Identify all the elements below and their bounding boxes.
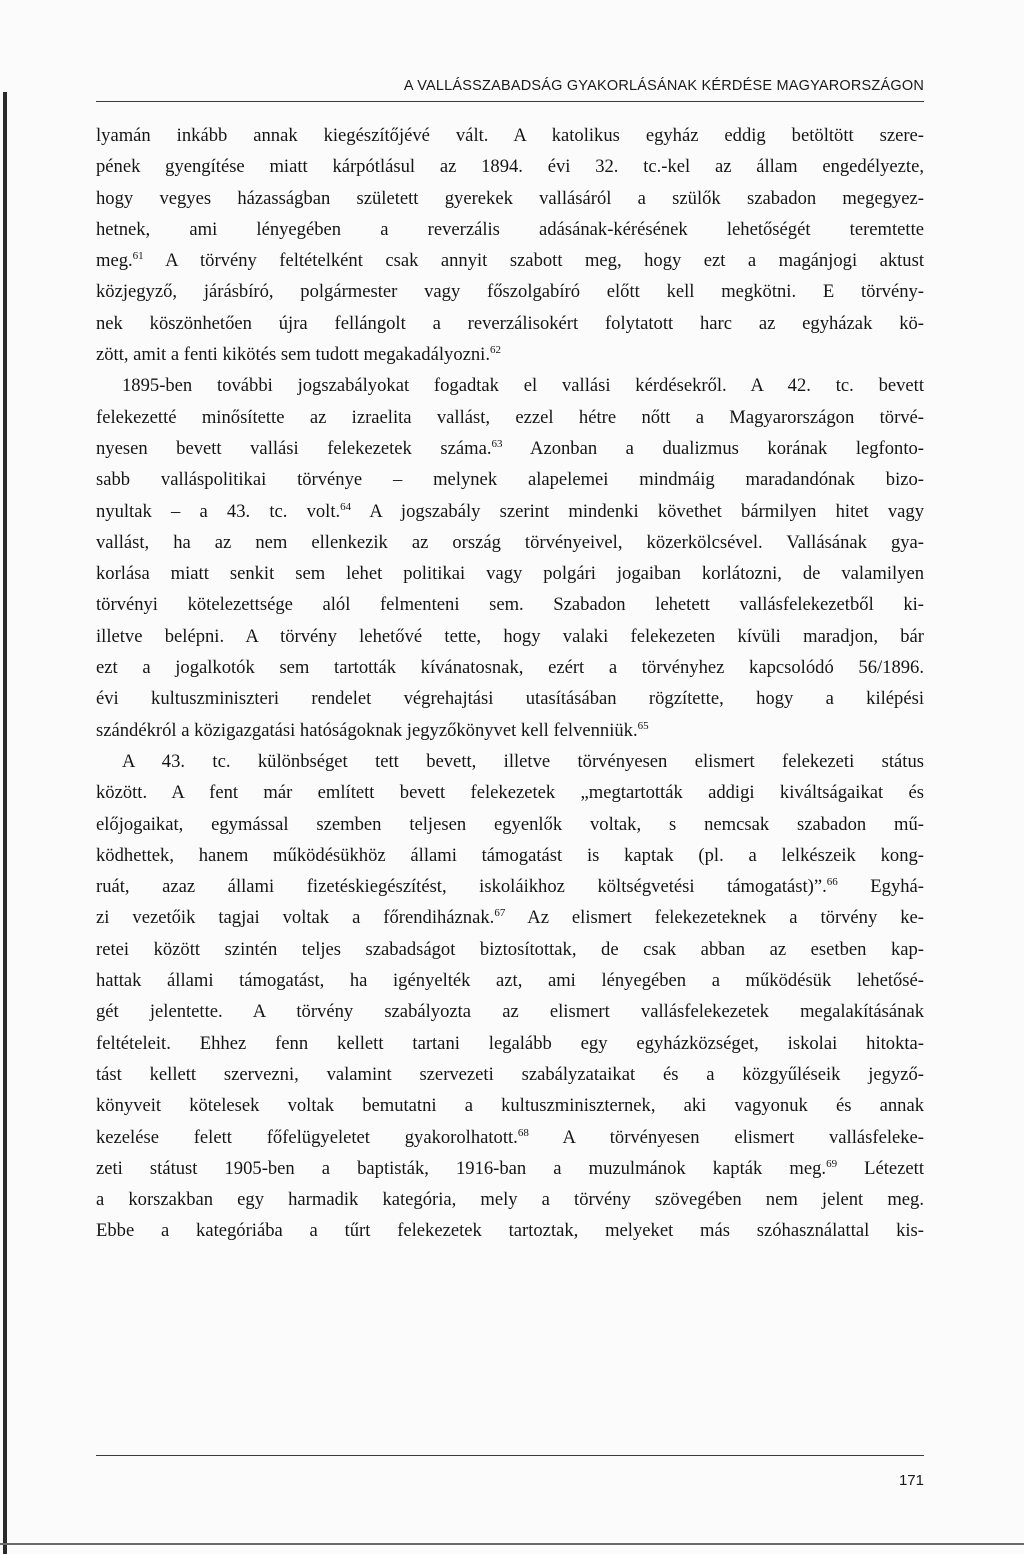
text-run: Egyhá- (837, 876, 924, 898)
text-line (96, 965, 924, 996)
text-run: nyultak – a 43. tc. volt. (96, 500, 341, 522)
page-number: 171 (898, 1472, 924, 1489)
text-run: feltételeit. Ehhez fenn kellett tartani legalább egy egyházközséget, iskolai hitokta- (96, 1032, 924, 1054)
text-run: Létezett (837, 1157, 924, 1179)
text-run: vallást, ha az nem ellenkezik az ország törvényeivel, közerkölcsével. Vallásának gya- (96, 531, 924, 553)
text-line (96, 871, 924, 902)
scan-edge-left (3, 92, 7, 1554)
text-run: ruát, azaz állami fizetéskiegészítést, iskoláikhoz költségvetési támogatást)”. (96, 876, 827, 898)
text-line (96, 1215, 924, 1246)
text-run: 1895-ben további jogszabályokat fogadtak el vallási kérdésekről. A 42. tc. bevett (122, 375, 924, 397)
text-line (96, 1059, 924, 1090)
text-line (96, 245, 924, 276)
text-run: korlása miatt senkit sem lehet politikai vagy polgári jogaiban korlátozni, de valamilyen (96, 563, 924, 585)
text-line (96, 214, 924, 245)
body-text (96, 120, 924, 1247)
text-line (96, 934, 924, 965)
text-run: közjegyző, járásbíró, polgármester vagy főszolgabíró előtt kell megkötni. E törvény- (96, 281, 924, 303)
text-run: között. A fent már említett bevett felekezetek „megtartották addigi kiváltságaikat és (96, 782, 924, 804)
text-run: pének gyengítése miatt kárpótlásul az 1894. évi 32. tc.-kel az állam engedélyezte, (96, 156, 924, 178)
text-line (96, 339, 924, 370)
text-run: meg. (96, 250, 133, 272)
text-run: tást kellett szervezni, valamint szervezeti szabályzataikat és a közgyűléseik jegyző- (96, 1063, 924, 1085)
text-line (96, 902, 924, 933)
text-line (96, 370, 924, 401)
text-line (96, 1122, 924, 1153)
footer-rule (96, 1455, 924, 1456)
scan-edge-bottom (0, 1543, 1024, 1545)
text-run: Azonban a dualizmus korának legfonto- (502, 437, 924, 459)
text-run: hogy vegyes házasságban született gyerekek vallásáról a szülők szabadon megegyez- (96, 187, 924, 209)
text-line (96, 151, 924, 182)
text-run: nyesen bevett vallási felekezetek száma. (96, 437, 492, 459)
footnote-ref[interactable]: 65 (637, 719, 649, 732)
text-run: gét jelentette. A törvény szabályozta az elismert vallásfelekezetek megalakításának (96, 1001, 924, 1023)
text-line (96, 527, 924, 558)
text-line (96, 276, 924, 307)
running-head: A VALLÁSSZABADSÁG GYAKORLÁSÁNAK KÉRDÉSE MAGYARORSZÁGON (403, 78, 924, 94)
footnote-ref[interactable]: 67 (494, 907, 506, 920)
text-line (96, 402, 924, 433)
footnote-ref[interactable]: 68 (517, 1126, 529, 1139)
text-run: hattak állami támogatást, ha igényelték azt, ami lényegében a működésük lehetősé- (96, 970, 924, 992)
text-run: A törvényesen elismert vallásfeleke- (528, 1126, 924, 1148)
text-run: felekezetté minősítette az izraelita vallást, ezzel hétre nőtt a Magyarországon törvé- (96, 406, 924, 428)
footnote-ref[interactable]: 61 (132, 250, 144, 263)
text-line (96, 777, 924, 808)
text-line (96, 652, 924, 683)
text-line (96, 1153, 924, 1184)
text-run: Ebbe a kategóriába a tűrt felekezetek tartoztak, melyeket más szóhasználattal kis- (96, 1220, 924, 1242)
text-run: A jogszabály szerint mindenki követhet bármilyen hitet vagy (351, 500, 924, 522)
text-line (96, 715, 924, 746)
text-run: törvényi kötelezettsége alól felmenteni sem. Szabadon lehetett vallásfelekezetből ki- (96, 594, 924, 616)
text-line (96, 308, 924, 339)
text-run: A 43. tc. különbséget tett bevett, illetve törvényesen elismert felekezeti státus (122, 750, 924, 772)
footnote-ref[interactable]: 63 (491, 437, 503, 450)
text-line (96, 683, 924, 714)
text-run: zi vezetőik tagjai voltak a főrendiháznak. (96, 907, 495, 929)
text-run: illetve belépni. A törvény lehetővé tette, hogy valaki felekezeten kívüli maradjon, bár (96, 625, 924, 647)
footnote-ref[interactable]: 66 (826, 876, 838, 889)
text-line (96, 1090, 924, 1121)
text-line (96, 120, 924, 151)
text-run: könyveit kötelesek voltak bemutatni a kultuszminiszternek, aki vagyonuk és annak (96, 1095, 924, 1117)
text-run: zött, amit a fenti kikötés sem tudott megakadályozni. (96, 344, 490, 366)
text-line (96, 464, 924, 495)
text-line (96, 558, 924, 589)
text-run: Az elismert felekezeteknek a törvény ke- (505, 907, 924, 929)
footnote-ref[interactable]: 62 (489, 344, 501, 357)
text-run: nek köszönhetően újra fellángolt a reverzálisokért folytatott harc az egyházak kö- (96, 312, 924, 334)
text-line (96, 183, 924, 214)
text-line (96, 496, 924, 527)
text-run: szándékról a közigazgatási hatóságoknak jegyzőkönyvet kell felvenniük. (96, 719, 638, 741)
text-line (96, 1184, 924, 1215)
header-rule (96, 101, 924, 102)
text-line (96, 1028, 924, 1059)
text-line (96, 621, 924, 652)
text-run: sabb valláspolitikai törvénye – melynek alapelemei mindmáig maradandónak bizo- (96, 469, 924, 491)
text-run: retei között szintén teljes szabadságot biztosítottak, de csak abban az esetben kap- (96, 938, 924, 960)
text-run: lyamán inkább annak kiegészítőjévé vált. A katolikus egyház eddig betöltött szere- (96, 125, 924, 146)
text-line (96, 433, 924, 464)
footnote-ref[interactable]: 64 (340, 500, 352, 513)
text-run: A törvény feltételként csak annyit szabott meg, hogy ezt a magánjogi aktust (143, 250, 924, 272)
text-run: hetnek, ami lényegében a reverzális adásának-kérésének lehetőségét teremtette (96, 218, 924, 240)
text-line (96, 840, 924, 871)
text-line (96, 996, 924, 1027)
text-line (96, 809, 924, 840)
text-run: ködhettek, hanem működésükhöz állami támogatást is kaptak (pl. a lelkészeik kong- (96, 844, 924, 866)
text-run: a korszakban egy harmadik kategória, mely a törvény szövegében nem jelent meg. (96, 1189, 924, 1211)
text-run: kezelése felett főfelügyeletet gyakorolhatott. (96, 1126, 518, 1148)
text-run: évi kultuszminiszteri rendelet végrehajtási utasításában rögzítette, hogy a kilépési (96, 688, 924, 710)
footnote-ref[interactable]: 69 (826, 1157, 838, 1170)
text-run: előjogaikat, egymással szemben teljesen egyenlők voltak, s nemcsak szabadon mű- (96, 813, 924, 835)
text-run: zeti státust 1905-ben a baptisták, 1916-ban a muzulmánok kapták meg. (96, 1157, 827, 1179)
text-run: ezt a jogalkotók sem tartották kívánatosnak, ezért a törvényhez kapcsolódó 56/1896. (96, 657, 924, 679)
text-line (96, 589, 924, 620)
text-line (96, 746, 924, 777)
